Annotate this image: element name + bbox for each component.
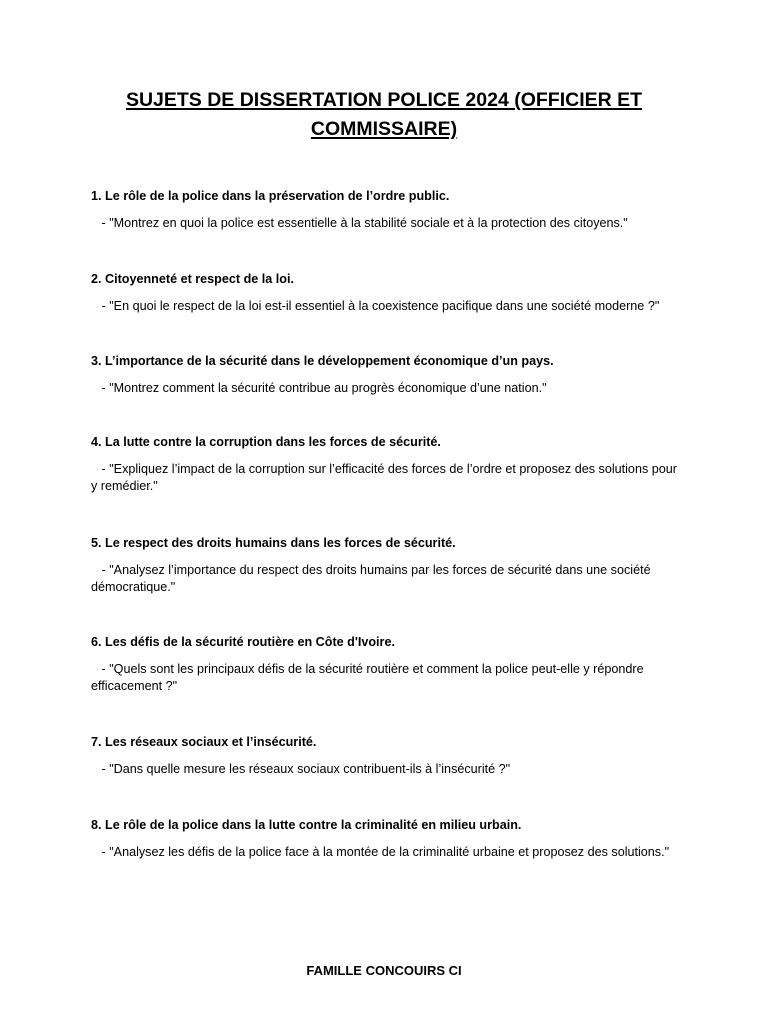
document-footer: FAMILLE CONCOUIRS CI [306,963,462,978]
subject-heading: 4. La lutte contre la corruption dans les forces de sécurité. [91,435,441,449]
document-title-line1: SUJETS DE DISSERTATION POLICE 2024 (OFFICIER ET [125,89,643,111]
subject-heading: 8. Le rôle de la police dans la lutte contre la criminalité en milieu urbain. [91,818,522,832]
subject-heading: 6. Les défis de la sécurité routière en Côte d'Ivoire. [91,635,395,649]
subject-item-8 [91,817,681,861]
subject-item-7 [91,734,681,778]
subject-item-1 [91,188,681,232]
subject-text: - "Dans quelle mesure les réseaux sociaux contribuent-ils à l’insécurité ?" [91,762,511,776]
subject-item-5 [91,535,681,596]
subject-item-6 [91,634,681,695]
subject-item-3 [91,353,681,397]
subject-item-4 [91,434,681,495]
subject-heading: 5. Le respect des droits humains dans les forces de sécurité. [91,536,456,550]
subject-heading: 3. L’importance de la sécurité dans le développement économique d’un pays. [91,354,554,368]
subject-item-2 [91,271,681,315]
subject-text: - "Montrez en quoi la police est essentielle à la stabilité sociale et à la protection des citoyens." [91,216,628,230]
document-title-line2: COMMISSAIRE) [310,118,458,140]
subject-text: - "Expliquez l’impact de la corruption sur l’efficacité des forces de l’ordre et proposez des solutions pour y remédier." [91,462,681,493]
subject-heading: 1. Le rôle de la police dans la préservation de l’ordre public. [91,189,450,203]
document-title [80,86,688,144]
subject-text: - "Analysez l’importance du respect des droits humains par les forces de sécurité dans une société démocratique." [91,563,655,594]
subject-heading: 2. Citoyenneté et respect de la loi. [91,272,294,286]
subject-heading: 7. Les réseaux sociaux et l’insécurité. [91,735,317,749]
subject-text: - "Analysez les défis de la police face à la montée de la criminalité urbaine et proposez des solutions." [91,845,670,859]
subject-text: - "Montrez comment la sécurité contribue au progrès économique d’une nation." [91,381,547,395]
subject-text: - "Quels sont les principaux défis de la sécurité routière et comment la police peut-elle y répondre efficacement ?" [91,662,648,693]
subject-text: - "En quoi le respect de la loi est-il essentiel à la coexistence pacifique dans une société moderne ?" [91,299,660,313]
